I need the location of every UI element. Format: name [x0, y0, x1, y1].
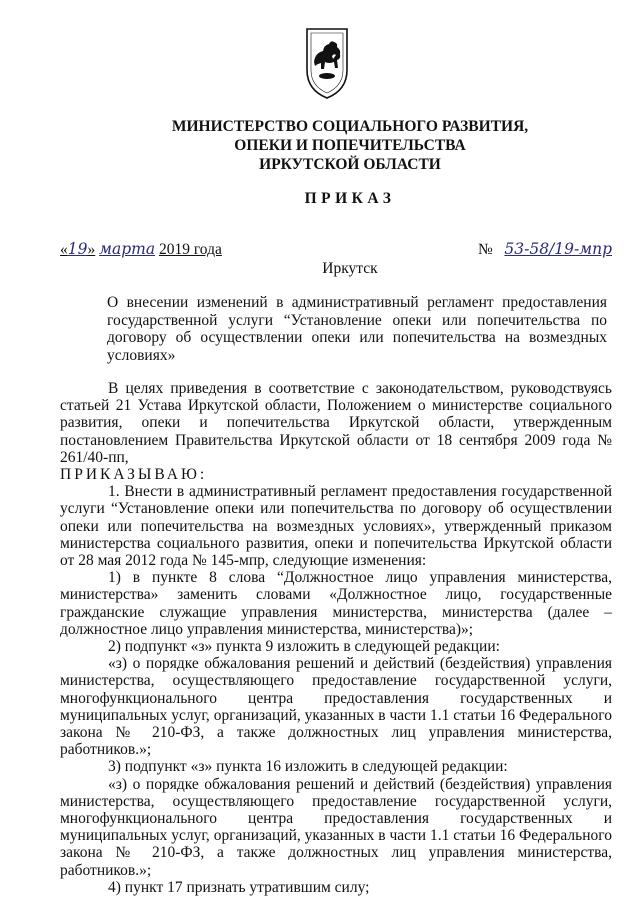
date-year: 2019 года: [158, 241, 222, 258]
city: Иркутск: [322, 260, 378, 277]
preamble-paragraph: В целях приведения в соответствие с законодательством, руководствуясь статьей 21 Устава Иркутской области, Положением о министерстве социального развития, опеки и попечительства Иркутской области, утвержденным постановлением Правительства Иркутской области от 18 сентября 2009 года № 261/40-пп,: [60, 380, 612, 466]
order-number: [478, 240, 612, 259]
date-month: марта: [99, 240, 156, 258]
order-date: [60, 240, 222, 259]
order-subject: О внесении изменений в административный регламент предоставления государственной услуги “Установление опеки или попечительства по договору об осуществлении опеки или попечительства на возмездных условиях»: [107, 294, 607, 364]
date-open-quote: «: [60, 241, 68, 258]
subitem-3-text: «з) о порядке обжалования решений и действий (бездействия) управления министерства, осуществляющего предоставление государственной услуги, многофункционального центра предоставления государственных и муниципальных услуг, организаций, указанных в части 1.1 статьи 16 Федерального закона № 210-ФЗ, а также должностных лиц управления министерства, работников.»;: [60, 775, 612, 879]
subitem-3-paragraph: 3) подпункт «з» пункта 16 изложить в следующей редакции:: [108, 758, 508, 776]
subitem-4-paragraph: 4) пункт 17 признать утратившим силу;: [108, 878, 370, 896]
ministry-header: [0, 117, 640, 174]
ministry-line-1: МИНИСТЕРСТВО СОЦИАЛЬНОГО РАЗВИТИЯ,: [171, 118, 529, 135]
order-body: [60, 380, 612, 896]
item-1-paragraph: 1. Внести в административный регламент предоставления государственной услуги “Установление опеки или попечительства по договору об осуществлении опеки или попечительства на возмездных условиях», утвержденный приказом министерства социального развития, опеки и попечительства Иркутской области от 28 мая 2012 года № 145-мпр, следующие изменения:: [60, 483, 612, 570]
date-day: 19: [67, 240, 88, 258]
subitem-1-paragraph: 1) в пункте 8 слова “Должностное лицо управления министерства, министерства» заменить словами «Должностное лицо, государственные гражданские служащие управления министерства, министерства (далее – должностное лицо управления министерства, министерства)»;: [60, 569, 612, 638]
coat-of-arms-icon: [303, 26, 351, 101]
subitem-2-text: «з) о порядке обжалования решений и действий (бездействия) управления министерства, осуществляющего предоставление государственной услуги, многофункционального центра предоставления государственных и муниципальных услуг, организаций, указанных в части 1.1 статьи 16 Федерального закона № 210-ФЗ, а также должностных лиц управления министерства, работников.»;: [60, 655, 612, 759]
number-value: 53-58/19-мпр: [504, 240, 612, 258]
number-prefix: №: [477, 241, 493, 258]
subitem-2-paragraph: 2) подпункт «з» пункта 9 изложить в следующей редакции:: [108, 638, 500, 656]
order-title: ПРИКАЗ: [304, 190, 396, 207]
order-word: ПРИКАЗЫВАЮ:: [60, 466, 208, 484]
ministry-line-3: ИРКУТСКОЙ ОБЛАСТИ: [259, 156, 441, 173]
date-close-quote: »: [87, 241, 96, 258]
ministry-line-2: ОПЕКИ И ПОПЕЧИТЕЛЬСТВА: [234, 137, 466, 154]
